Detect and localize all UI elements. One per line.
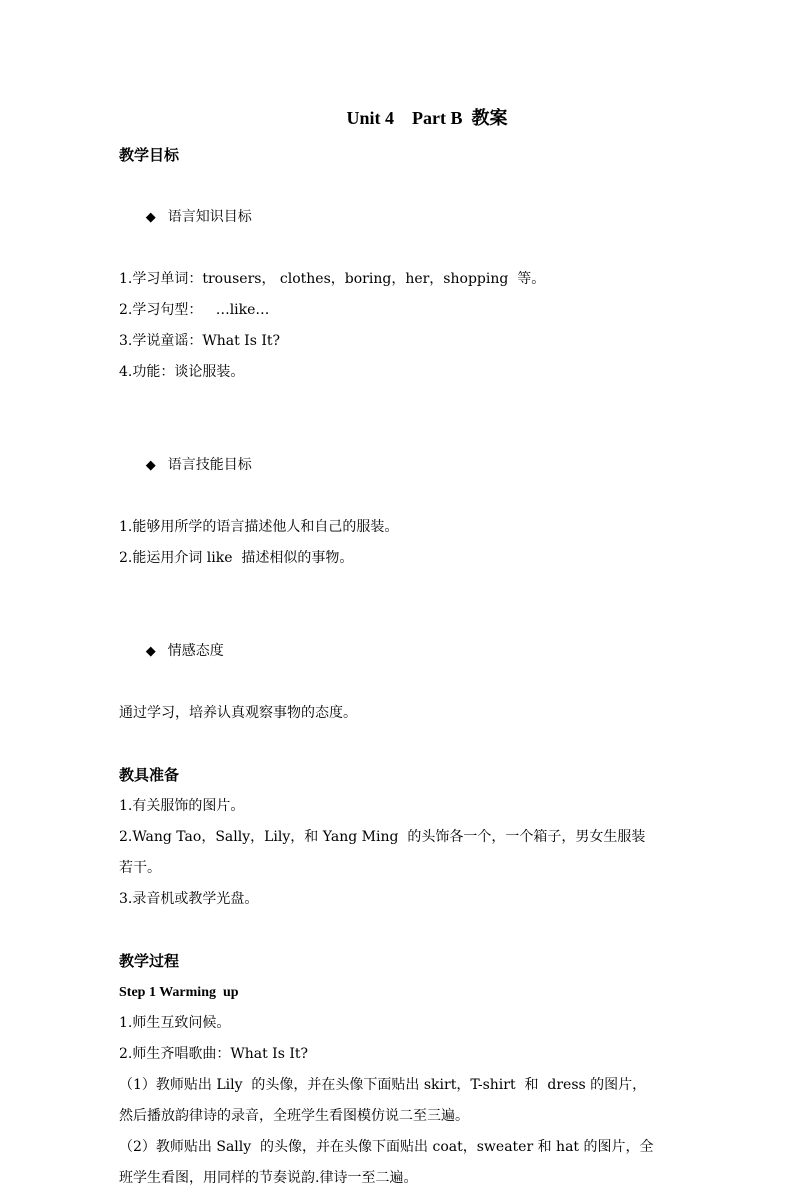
list-item: （2）教师贴出 Sally 的头像，并在头像下面贴出 coat，sweater 和 hat 的图片，全 xyxy=(119,1139,654,1155)
list-item: 3.录音机或教学光盘。 xyxy=(119,891,259,907)
spacer xyxy=(119,574,679,605)
diamond-bullet-icon: ◆ xyxy=(145,210,156,225)
document-title: Unit 4 Part B 教案 xyxy=(346,108,508,128)
subheading-language-skills xyxy=(119,419,679,512)
subheading-label: 情感态度 xyxy=(167,643,224,659)
list-item: 通过学习，培养认真观察事物的态度。 xyxy=(119,705,357,721)
spacer xyxy=(119,729,679,760)
list-item: 4.功能：谈论服装。 xyxy=(119,364,245,380)
list-item: 若干。 xyxy=(119,860,161,876)
list-item: 2.学习句型： …like… xyxy=(119,302,270,318)
list-item: 2.师生齐唱歌曲：What Is It? xyxy=(119,1046,309,1062)
subheading-language-knowledge xyxy=(119,171,679,264)
step-heading: Step 1 Warming up xyxy=(119,985,239,1000)
section-heading-process: 教学过程 xyxy=(119,952,180,970)
spacer xyxy=(119,915,679,946)
subheading-label: 语言技能目标 xyxy=(167,457,252,473)
list-item: 然后播放韵律诗的录音，全班学生看图模仿说二至三遍。 xyxy=(119,1108,469,1124)
list-item: 1.师生互致问候。 xyxy=(119,1015,231,1031)
diamond-bullet-icon: ◆ xyxy=(145,458,156,473)
list-item: 1.能够用所学的语言描述他人和自己的服装。 xyxy=(119,519,399,535)
list-item: 班学生看图，用同样的节奏说韵.律诗一至二遍。 xyxy=(119,1170,418,1186)
list-item: 3.学说童谣：What Is It? xyxy=(119,333,281,349)
section-heading-objectives: 教学目标 xyxy=(119,146,180,164)
spacer xyxy=(119,388,679,419)
diamond-bullet-icon: ◆ xyxy=(145,644,156,659)
list-item: 1.学习单词：trousers， clothes，boring，her，shopping 等。 xyxy=(119,271,546,287)
document-body xyxy=(119,140,679,1194)
list-item: （1）教师贴出 Lily 的头像，并在头像下面贴出 skirt，T-shirt 和 dress 的图片， xyxy=(119,1077,647,1093)
list-item: 2.Wang Tao，Sally，Lily，和 Yang Ming 的头饰各一个，一个箱子，男女生服装 xyxy=(119,829,646,845)
subheading-label: 语言知识目标 xyxy=(167,209,252,225)
list-item: 2.能运用介词 like 描述相似的事物。 xyxy=(119,550,354,566)
list-item: 1.有关服饰的图片。 xyxy=(119,798,245,814)
section-heading-materials: 教具准备 xyxy=(119,766,180,784)
subheading-attitude xyxy=(119,605,679,698)
